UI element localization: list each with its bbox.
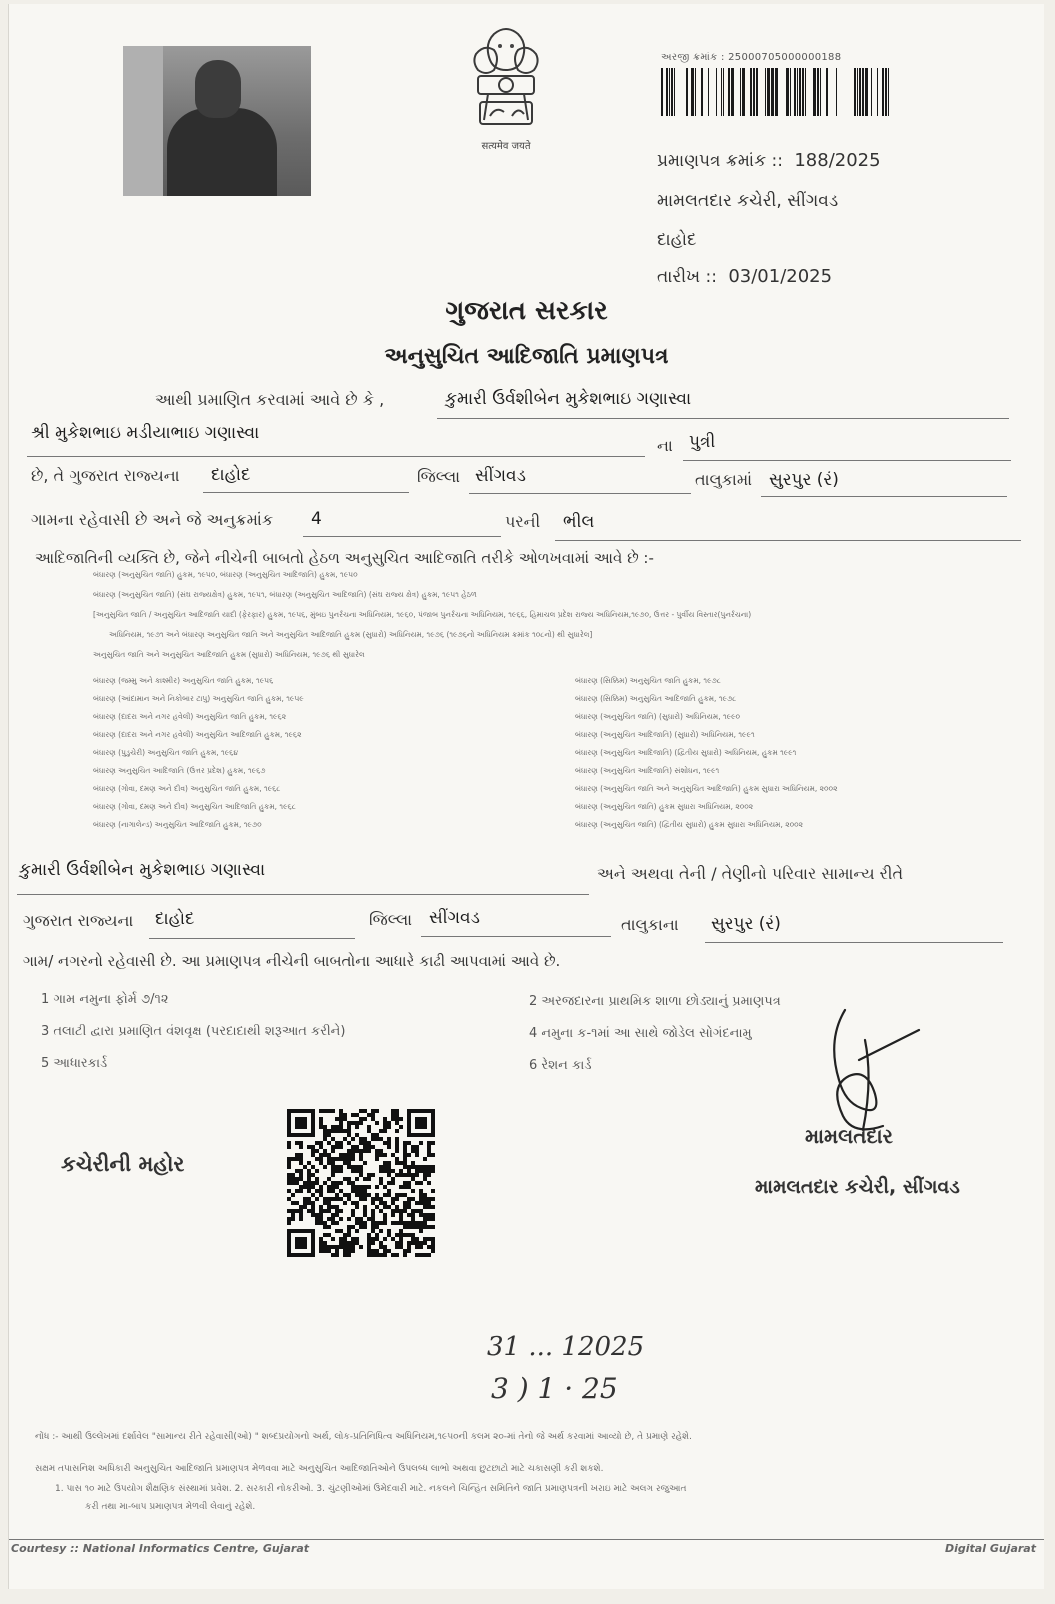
document-item: 4 નમુના ક-૧માં આ સાથે જોડેલ સોગંદનામુ	[529, 1026, 752, 1041]
emblem-motto: सत्यमेव जयते	[481, 141, 531, 152]
order-right: બંધારણ (અનુસુચિત જાતિ) હુકમ સુધારા અધિનિયમ, ૨૦૦૨	[575, 802, 754, 811]
certificate-number: 188/2025	[794, 150, 881, 171]
father-name: શ્રી મુકેશભાઇ મડીયાભાઇ ગણાસ્વા	[31, 423, 260, 443]
serial-number: 4	[311, 509, 322, 529]
document-item: 2 અરજદારના પ્રાથમિક શાળા છોડ્યાનું પ્રમાણપત્ર	[529, 994, 781, 1009]
issuing-office: મામલતદાર કચેરી, સીંગવડ	[657, 191, 839, 211]
office-stamp-label: કચેરીની મહોર	[61, 1152, 185, 1176]
national-emblem	[461, 24, 551, 154]
taluka: સીંગવડ	[475, 466, 526, 486]
order-right: બંધારણ (અનુસુચિત જાતિ) (સુધારો) અધિનિયમ, ૧૯૯૦	[575, 712, 741, 721]
certificate-number-row	[657, 150, 881, 171]
document-item: 3 તલાટી દ્વારા પ્રમાણિત વંશવૃક્ષ (પરદાદાથી શરૂઆત કરીને)	[41, 1024, 346, 1039]
government-title: ગુજરાત સરકાર	[445, 296, 608, 326]
district-suffix-2: જિલ્લા	[369, 910, 413, 929]
taluka-suffix-2: તાલુકાના	[621, 915, 679, 934]
footer-courtesy: Courtesy :: National Informatics Centre, Gujarat	[11, 1542, 310, 1555]
handwritten-note-1: 31 ... 12025	[487, 1332, 645, 1362]
order-right: બંધારણ (અનુસુચિત આદિજાતિ) સંશોધન, ૧૯૯૧	[575, 766, 720, 775]
taluka-2: સીંગવડ	[429, 908, 480, 928]
order-right: બંધારણ (સિક્કિમ) અનુસુચિત જાતિ હુકમ, ૧૯૭૮	[575, 676, 721, 685]
relation-prefix: ના	[657, 436, 673, 455]
district-suffix: જિલ્લા	[417, 467, 461, 486]
applicant-name: કુમારી ઉર્વશીબેન મુકેશભાઇ ગણાસ્વા	[445, 389, 692, 409]
handwritten-note-2: 3 ) 1 · 25	[491, 1372, 618, 1405]
certificate-title: અનુસુચિત આદિજાતિ પ્રમાણપત્ર	[384, 344, 669, 369]
order-right: બંધારણ (અનુસુચિત આદિજાતિ) (સુધારો) અધિનિયમ, ૧૯૯૧	[575, 730, 755, 739]
order-right: બંધારણ (અનુસુચિત આદિજાતિ) (દ્વિતીય સુધારો) અધિનિયમ, હુકમ ૧૯૯૧	[575, 748, 797, 757]
basis-line: ગામ/ નગરનો રહેવાસી છે. આ પ્રમાણપત્ર નીચેની બાબતોના આધારે કાઢી આપવામાં આવે છે.	[23, 952, 561, 970]
village-2: સુરપુર (રં)	[711, 914, 781, 934]
district: દાહોદ	[211, 465, 251, 485]
applicant-photo	[123, 46, 311, 196]
document-item: 5 આધારકાર્ડ	[41, 1056, 108, 1071]
order-right: બંધારણ (અનુસુચિત જાતિ અને અનુસુચિત આદિજાતિ) હુકમ સુધારા અધિનિયમ, ૨૦૦૨	[575, 784, 838, 793]
issue-date-row	[657, 266, 832, 287]
order-left: બંધારણ (પુડુચેરી) અનુસુચિત જાતિ હુકમ, ૧૯૬૪	[93, 748, 239, 757]
tribe-name: ભીલ	[563, 512, 595, 532]
order-right: બંધારણ (સિક્કિમ) અનુસુચિત આદિજાતિ હુકમ, ૧૯૭૮	[575, 694, 737, 703]
order-left: બંધારણ (ગોવા, દમણ અને દીવ) અનુસુચિત જાતિ હુકમ, ૧૯૬૮	[93, 784, 281, 793]
order-left: બંધારણ (દાદરા અને નગર હવેલી) અનુસુચિત આદિજાતિ હુકમ, ૧૯૬૨	[93, 730, 302, 739]
order-left: બંધારણ (ગોવા, દમણ અને દીવ) અનુસુચિત આદિજાતિ હુકમ, ૧૯૬૮	[93, 802, 296, 811]
legal-line: અધિનિયમ, ૧૯૭૧ અને બંધારણ અનુસુચિત જાતિ અને અનુસુચિત આદિજાતિ હુકમ (સુધારો) અધિનિયમ, ૧૯૭૬ (૧૯૭૬નો અધિનિયમ ક્રમાંક ૧૦૮નો) થી સુધારેલ]	[109, 630, 593, 639]
legal-line: બંધારણ (અનુસુચિત જાતિ) (સંઘ રાજ્યક્ષેત્ર) હુકમ, ૧૯૫૧, બંધારણ (અનુસુચિત આદિજાતિ) (સંઘ રાજ્ય ક્ષેત્ર) હુકમ, ૧૯૫૧ હેઠળ	[93, 590, 477, 599]
issuing-district: દાહોદ	[657, 230, 697, 250]
district-2: દાહોદ	[155, 909, 195, 929]
barcode	[661, 68, 891, 116]
serial-suffix: પરની	[505, 512, 541, 531]
order-left: બંધારણ (આંદામાન અને નિકોબાર ટાપુ) અનુસુચિત જાતિ હુકમ, ૧૯૫૯	[93, 694, 304, 703]
relation: પુત્રી	[689, 432, 716, 452]
signature-mark	[805, 1000, 935, 1140]
order-left: બંધારણ (દાદરા અને નગર હવેલી) અનુસુચિત જાતિ હુકમ, ૧૯૬૨	[93, 712, 287, 721]
certificate-page	[8, 4, 1044, 1589]
footer-rule	[9, 1539, 1044, 1540]
resident-prefix: ગામના રહેવાસી છે અને જે અનુક્રમાંક	[31, 510, 274, 529]
state-prefix-2: ગુજરાત રાજ્યના	[23, 911, 134, 930]
footnote: નોંધ :- આથી ઉલ્લેખમાં દર્શાવેલ "સામાન્ય રીતે રહેવાસી(ઓ) " શબ્દપ્રયોગનો અર્થ, લોક-પ્રતિનિધિત્વ અધિનિયમ,૧૯૫૦ની કલમ ૨૦-માં તેનો જે અર્થ કરવામાં આવ્યો છે, તે પ્રમાણે રહેશે.	[35, 1432, 692, 1442]
family-suffix: અને અથવા તેની / તેણીનો પરિવાર સામાન્ય રીતે	[597, 864, 904, 883]
order-left: બંધારણ અનુસુચિત આદિજાતિ (ઉત્તર પ્રદેશ) હુકમ, ૧૯૬૭	[93, 766, 266, 775]
footnote: સક્ષમ તપાસનિશ અધિકારી અનુસુચિત આદિજાતિ પ્રમાણપત્ર મેળવવા માટે અનુસુચિત આદિજાતિઓને ઉપલબ્ધ લાભો અથવા છુટછાટો માટે ચકાસણી કરી શકશે.	[35, 1464, 604, 1474]
footer-brand: Digital Gujarat	[945, 1542, 1036, 1555]
certify-prefix: આથી પ્રમાણિત કરવામાં આવે છે કે ,	[155, 390, 385, 409]
certificate-number-label: પ્રમાણપત્ર ક્રમાંક ::	[657, 151, 783, 171]
document-item: 1 ગામ નમુના ફોર્મ ૭/૧૨	[41, 992, 169, 1007]
document-item: 6 રેશન કાર્ડ	[529, 1058, 592, 1073]
state-prefix: છે, તે ગુજરાત રાજ્યના	[31, 466, 180, 485]
tribe-line: આદિજાતિની વ્યક્તિ છે, જેને નીચેની બાબતો હેઠળ અનુસુચિત આદિજાતિ તરીકે ઓળખવામાં આવે છે :-	[35, 549, 654, 567]
order-left: બંધારણ (નાગાલેન્ડ) અનુસુચિત આદિજાતિ હુકમ, ૧૯૭૦	[93, 820, 262, 829]
footnote: કરી તથા મા-બાપ પ્રમાણપત્ર મેળવી લેવાનું રહેશે.	[85, 1502, 256, 1512]
taluka-suffix: તાલુકામાં	[695, 470, 753, 489]
qr-code	[287, 1109, 435, 1257]
footnote: 1. પાસ ૧૦ માટે ઉપયોગ શૈક્ષણિક સંસ્થામાં પ્રવેશ. 2. સરકારી નોકરીઓ. 3. ચુંટણીઓમાં ઉમેદવારી માટે. નકલને ચિન્હિત સમિતિને જાતિ પ્રમાણપત્રની ખરાઇ માટે અલગ રજુઆત	[55, 1484, 687, 1494]
village: સુરપુર (રં)	[769, 470, 839, 490]
legal-line: બંધારણ (અનુસુચિત જાતિ) હુકમ, ૧૯૫૦, બંધારણ (અનુસુચિત આદિજાતિ) હુકમ, ૧૯૫૦	[93, 570, 358, 579]
date-label: તારીખ ::	[657, 267, 717, 287]
lion-capital-icon	[464, 24, 548, 136]
order-right: બંધારણ (અનુસુચિત જાતિ) (દ્વિતીય સુધારો) હુકમ સુધારા અધિનિયમ, ૨૦૦૨	[575, 820, 804, 829]
signatory-title: મામલતદાર	[805, 1124, 893, 1148]
legal-line: અનુસુચિત જાતિ અને અનુસુચિત આદિજાતિ હુકમ (સુધારો) અધિનિયમ, ૧૯૭૬ થી સુધારેલ	[93, 650, 365, 659]
order-left: બંધારણ (જમ્મુ અને કાશ્મીર) અનુસુચિત જાતિ હુકમ, ૧૯૫૬	[93, 676, 274, 685]
family-member-name: કુમારી ઉર્વશીબેન મુકેશભાઇ ગણાસ્વા	[19, 860, 266, 880]
signatory-office: મામલતદાર કચેરી, સીંગવડ	[755, 1176, 960, 1198]
issue-date: 03/01/2025	[728, 266, 833, 287]
application-number: અરજી ક્રમાંક : 25000705000000188	[661, 52, 842, 63]
legal-line: [અનુસુચિત જાતિ / અનુસુચિત આદિજાતિ યાદી (ફેરફાર) હુકમ, ૧૯૫૬, મુંબઇ પુનર્રચના અધિનિયમ, ૧૯૬૦, પંજાબ પુનર્રચના અધિનિયમ, ૧૯૬૬, હિમાચલ પ્રદેશ રાજ્ય અધિનિયમ,૧૯૭૦, ઉત્તર - પુર્વીય વિસ્તાર(પુનર્રચના)	[93, 610, 752, 619]
